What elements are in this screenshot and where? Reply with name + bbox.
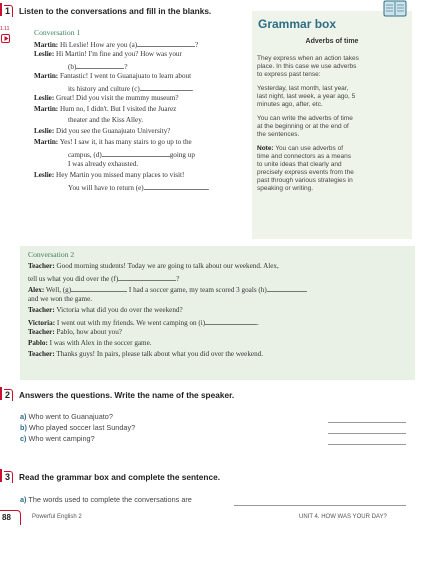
grammar-line: to express past tense: (257, 71, 321, 78)
line-text: Hi Martin! I'm fine and you? How was your (56, 50, 182, 58)
blank-d[interactable] (102, 149, 170, 157)
question-text: Who went camping? (28, 434, 95, 443)
question-letter: a) (20, 495, 27, 504)
speaker: Martin: (34, 72, 59, 80)
line-text: Good morning students! Today we are going to talk about our weekend. Alex, (56, 262, 279, 270)
book-icon (383, 0, 407, 18)
speaker: Pablo: (28, 339, 48, 347)
exercise-instruction: Read the grammar box and complete the sentence. (19, 472, 221, 482)
grammar-line: speaking or writing. (257, 185, 313, 192)
speaker: Leslie: (34, 171, 55, 179)
speaker: Martin: (34, 105, 59, 113)
conversation-line (34, 72, 191, 81)
conversation-line (28, 273, 179, 284)
line-text: Did you see the Guanajuato University? (56, 127, 171, 135)
line-text: I was already exhausted. (68, 160, 139, 168)
grammar-line: precisely express events from the (257, 169, 354, 176)
conversation-line (34, 171, 184, 180)
line-text: Hum no, I didn't. But I visited the Juarez (60, 105, 177, 113)
line-text: theater and the Kiss Alley. (68, 116, 144, 124)
speaker: Leslie: (34, 127, 55, 135)
conversation-line (28, 328, 122, 337)
grammar-line: the sentences. (257, 131, 300, 138)
grammar-line: last night, last week, a year ago, 5 (257, 93, 356, 100)
speaker: Martin: (34, 41, 59, 49)
line-text-tail: ? (176, 275, 180, 283)
grammar-line: place. In this case we use adverbs (257, 63, 357, 70)
blank-h[interactable] (267, 284, 307, 292)
line-text: Pablo, how about you? (56, 328, 122, 336)
line-text: I went out with my friends. We went camping on (i) (56, 319, 206, 327)
line-text-tail: . (191, 85, 194, 93)
blank-g[interactable] (71, 284, 127, 292)
question-letter: b) (20, 423, 27, 432)
line-text: Yes! I saw it, it has many stairs to go up to the (59, 138, 192, 146)
conversation-line (28, 295, 92, 304)
line-text-tail: . (207, 184, 210, 192)
exercise-number: 3 (5, 472, 11, 482)
blank-c[interactable] (140, 83, 192, 91)
answer-line[interactable] (328, 444, 406, 445)
answer-line[interactable] (328, 422, 406, 423)
question (20, 495, 192, 504)
conversation-line (28, 339, 152, 348)
line-text-tail: I had a soccer game, my team scored 3 goals (h) (128, 286, 267, 294)
question-letter: a) (20, 412, 27, 421)
conversation-line (28, 284, 307, 295)
conversation-line (34, 50, 182, 59)
note-text: You can use adverbs of (275, 145, 344, 152)
conversation-line (68, 182, 209, 193)
grammar-line: at the beginning or at the end of (257, 123, 349, 130)
audio-track-badge[interactable] (0, 26, 12, 50)
question-letter: c) (20, 434, 27, 443)
speaker: Martin: (34, 138, 59, 146)
line-text: Fantastic! I went to Guanajuato to learn about (60, 72, 192, 80)
blank-i[interactable] (205, 317, 257, 325)
speaker: Teacher: (28, 350, 55, 358)
question-text: Who went to Guanajuato? (28, 412, 113, 421)
exercise-number: 2 (5, 390, 11, 400)
exercise-number-marker (0, 3, 2, 16)
speaker: Leslie: (34, 94, 55, 102)
conversation-1 (14, 28, 252, 236)
exercise-instruction: Listen to the conversations and fill in the blanks. (19, 6, 212, 16)
line-text: campus, (d) (68, 151, 102, 159)
exercise-2 (0, 386, 423, 456)
speaker: Alex: (28, 286, 45, 294)
grammar-line: time and connectors as a means (257, 153, 351, 160)
line-text: You will have to return (e) (68, 184, 144, 192)
exercise-number-marker (0, 469, 2, 482)
grammar-line: Yesterday, last month, last year, (257, 85, 349, 92)
grammar-box (252, 11, 412, 239)
line-text-tail: ? (124, 63, 128, 71)
conversation-line (34, 127, 170, 136)
blank-a[interactable] (137, 39, 195, 47)
conversation-line (34, 138, 192, 147)
line-text-tail: . (257, 319, 259, 327)
line-text: and we won the game. (28, 295, 93, 303)
line-text: Hi Leslie! How are you (a) (60, 41, 138, 49)
question-text: The words used to complete the conversations are (28, 495, 192, 504)
question (20, 412, 113, 421)
answer-line[interactable] (234, 505, 406, 506)
page-footer (0, 510, 423, 528)
conversation-line (28, 350, 263, 359)
question (20, 434, 95, 443)
exercise-number-marker (0, 387, 2, 400)
line-text: (b) (68, 63, 77, 71)
line-text: its history and culture (c) (68, 85, 140, 93)
conversation-line (68, 116, 143, 125)
grammar-box-title: Grammar box (258, 17, 337, 31)
speaker: Leslie: (34, 50, 55, 58)
conversation-2-title: Conversation 2 (28, 250, 75, 259)
answer-line[interactable] (328, 433, 406, 434)
question-text: Who played soccer last Sunday? (28, 423, 136, 432)
exercise-3 (0, 468, 423, 508)
line-text: Great! Did you visit the mummy museum? (56, 94, 179, 102)
speaker: Teacher: (28, 328, 55, 336)
conversation-line (34, 105, 176, 114)
grammar-line: You can write the adverbs of time (257, 115, 353, 122)
conversation-line (28, 317, 259, 328)
grammar-line: past through various strategies in (257, 177, 353, 184)
grammar-note-line (257, 145, 343, 153)
speaker: Teacher: (28, 306, 55, 314)
line-text: tell us what you did over the (f) (28, 275, 119, 283)
line-text-tail: ? (195, 41, 199, 49)
conversation-line (68, 149, 195, 160)
page-number: 88 (2, 513, 11, 522)
grammar-line: to unite ideas that clearly and (257, 161, 342, 168)
play-icon[interactable] (1, 34, 10, 43)
book-title: Powerful English 2 (32, 514, 82, 520)
line-text: Well, (g) (45, 286, 72, 294)
conversation-1-title: Conversation 1 (34, 28, 81, 37)
blank-f[interactable] (118, 273, 176, 281)
exercise-number: 1 (5, 6, 11, 16)
exercise-instruction: Answers the questions. Write the name of the speaker. (19, 390, 235, 400)
conversation-line (68, 160, 138, 169)
line-text-tail: going up (169, 151, 195, 159)
conversation-line (34, 39, 198, 50)
grammar-box-subtitle: Adverbs of time (305, 38, 359, 45)
blank-e[interactable] (144, 182, 208, 190)
conversation-line (28, 306, 183, 315)
line-text: I was with Alex in the soccer game. (49, 339, 152, 347)
audio-track-label: 1.11 (0, 26, 10, 32)
conversation-line (68, 83, 194, 94)
speaker: Teacher: (28, 262, 55, 270)
conversation-line (28, 262, 279, 271)
grammar-line: They express when an action takes (257, 55, 359, 62)
conversation-2 (20, 246, 415, 380)
speaker: Victoria: (28, 319, 56, 327)
line-text: Thanks guys! In pairs, please talk about what you did over the weekend. (56, 350, 264, 358)
conversation-line (34, 94, 179, 103)
grammar-line: minutes ago, after, etc. (257, 101, 323, 108)
exercise-1-header (0, 2, 260, 18)
line-text: Hey Martin you missed many places to visit! (56, 171, 185, 179)
unit-title: UNIT 4. HOW WAS YOUR DAY? (299, 514, 387, 520)
question (20, 423, 135, 432)
conversation-line (68, 61, 128, 72)
line-text: Victoria what did you do over the weekend? (56, 306, 183, 314)
note-label: Note: (257, 145, 274, 152)
blank-b[interactable] (76, 61, 124, 69)
